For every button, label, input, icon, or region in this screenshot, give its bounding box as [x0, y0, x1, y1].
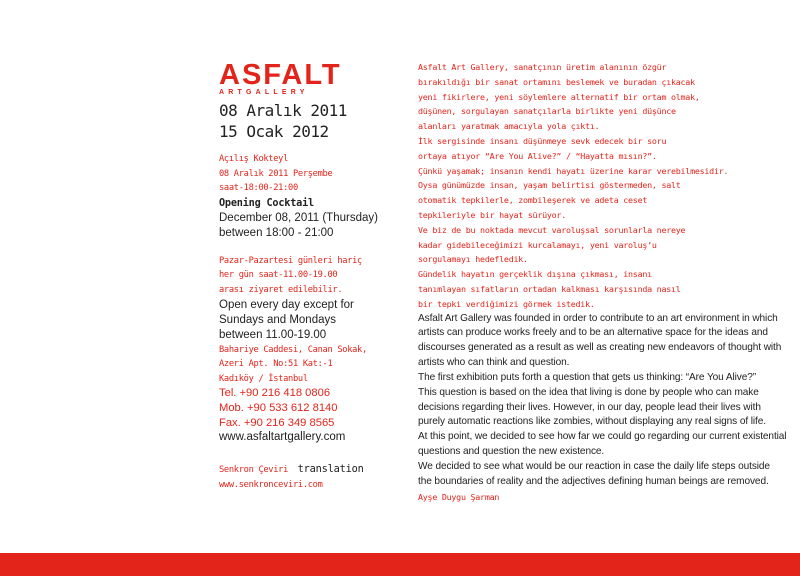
fax-number: Fax. +90 216 349 8565: [219, 416, 335, 429]
tr-text-line: bir tepki verdiğimizi görmek istedik.: [418, 298, 595, 309]
logo-subtitle: ARTGALLERY: [219, 89, 309, 96]
opening-tr-line: saat-18:00-21:00: [219, 183, 298, 194]
bottom-accent-bar: [0, 553, 800, 576]
tr-text-line: alanları yaratmak amacıyla yola çıktı.: [418, 121, 600, 132]
translator-name: Senkron Çeviri: [219, 465, 289, 476]
address-line: Kadıköy / İstanbul: [219, 373, 308, 384]
logo-name: ASFALT: [219, 59, 342, 91]
tr-text-line: Oysa günümüzde insan, yaşam belirtisi göstermeden, salt: [418, 180, 681, 191]
tr-text-line: kadar gidebileceğimizi kurcalamayı, yeni varoluş’u: [418, 239, 657, 250]
en-text-line: questions and question the new existence.: [418, 446, 605, 458]
opening-en-title: Opening Cocktail: [219, 197, 314, 209]
english-text: [418, 312, 787, 490]
tr-text-line: Çünkü yaşamak; insanın kendi hayatı üzerine karar verebilmesidir.: [418, 165, 729, 176]
tr-text-line: yeni fikirlere, yeni söylemlere alternatif bir ortam olmak,: [418, 91, 700, 102]
contact-section: [219, 386, 409, 445]
translation-label: translation: [297, 463, 364, 476]
en-text-line: This question is based on the idea that living is done by people who can make: [418, 386, 759, 398]
text-column: [418, 60, 787, 504]
tr-text-line: Gündelik hayatın gerçeklik dışına çıkması, insanı: [418, 269, 652, 280]
en-text-line: At this point, we decided to see how far we could go regarding our current existential: [418, 431, 787, 443]
tr-text-line: düşünen, sorgulayan sanatçılarla birlikte yeni düşünce: [418, 106, 676, 117]
en-text-line: We decided to see what would be our reaction in case the daily life steps outside: [418, 460, 770, 472]
hours-tr-line: her gün saat-11.00-19.00: [219, 270, 338, 281]
hours-section: [219, 254, 409, 343]
tr-text-line: tepkileriyle bir hayat sürüyor.: [418, 209, 566, 220]
tr-text-line: sorgulamayı hedefledik.: [418, 254, 528, 265]
opening-tr-line: 08 Aralık 2011 Perşembe: [219, 168, 333, 179]
opening-tr-line: Açılış Kokteyl: [219, 154, 289, 164]
info-column: [219, 60, 409, 493]
en-text-line: Asfalt Art Gallery was founded in order to contribute to an art environment in which: [418, 312, 778, 324]
en-text-line: artists who can think and question.: [418, 357, 570, 369]
en-text-line: the boundaries of reality and the adjectives defining human beings are removed.: [418, 475, 769, 487]
tr-text-line: ortaya atıyor “Are You Alive?” / “Hayatta mısın?”.: [418, 150, 657, 161]
address-line: Azeri Apt. No:51 Kat:-1: [219, 359, 333, 370]
opening-en-line: December 08, 2011 (Thursday): [219, 211, 378, 224]
tr-text-line: Ve biz de bu noktada mevcut varoluşsal sorunlarla nereye: [418, 224, 686, 235]
phone-number: Tel. +90 216 418 0806: [219, 387, 331, 400]
address-section: [219, 343, 409, 387]
gallery-logo: [219, 60, 409, 97]
tr-text-line: bırakıldığı bir sanat ortamını beslemek ve buradan çıkacak: [418, 76, 695, 87]
gallery-website: www.asfaltartgallery.com: [219, 431, 346, 444]
en-text-line: The first exhibition puts forth a question that gets us thinking: “Are You Alive?”: [418, 371, 756, 383]
opening-section: [219, 152, 409, 241]
hours-tr-line: arası ziyaret edilebilir.: [219, 284, 343, 295]
tr-text-line: İlk sergisinde insanı düşünmeye sevk edecek bir soru: [418, 135, 667, 146]
hours-en-line: between 11.00-19.00: [219, 328, 327, 341]
en-text-line: artists can produce works freely and to be an alternative space for the ideas and: [418, 327, 768, 339]
tr-text-line: Asfalt Art Gallery, sanatçının üretim alanının özgür: [418, 62, 667, 72]
translation-line: [219, 457, 409, 478]
hours-en-line: Open every day except for: [219, 298, 354, 311]
en-text-line: decisions regarding their lives. However, in our day, people lead their lives with: [418, 401, 761, 413]
end-date: 15 Ocak 2012: [219, 122, 329, 141]
author-name: Ayşe Duygu Şarman: [418, 491, 500, 502]
translator-website: www.senkronceviri.com: [219, 480, 323, 491]
tr-text-line: tanımlayan sıfatların ortadan kalkması karşısında nasıl: [418, 283, 681, 294]
tr-text-line: otomatik tepkilerle, zombileşerek ve adeta ceset: [418, 195, 648, 206]
start-date: 08 Aralık 2011: [219, 101, 347, 120]
opening-en-line: between 18:00 - 21:00: [219, 226, 334, 239]
hours-en-line: Sundays and Mondays: [219, 313, 336, 326]
turkish-text: [418, 60, 758, 312]
hours-tr-line: Pazar-Pazartesi günleri hariç: [219, 255, 362, 266]
mobile-number: Mob. +90 533 612 8140: [219, 402, 338, 415]
translation-credit: [219, 457, 409, 492]
en-text-line: purely automatic reactions like zombies, without displaying any real signs of life.: [418, 416, 766, 428]
exhibition-dates: [219, 100, 409, 142]
address-line: Bahariye Caddesi, Canan Sokak,: [219, 344, 367, 355]
en-text-line: discourses generated as a result as well as creating new endeavors of thought with: [418, 342, 782, 354]
